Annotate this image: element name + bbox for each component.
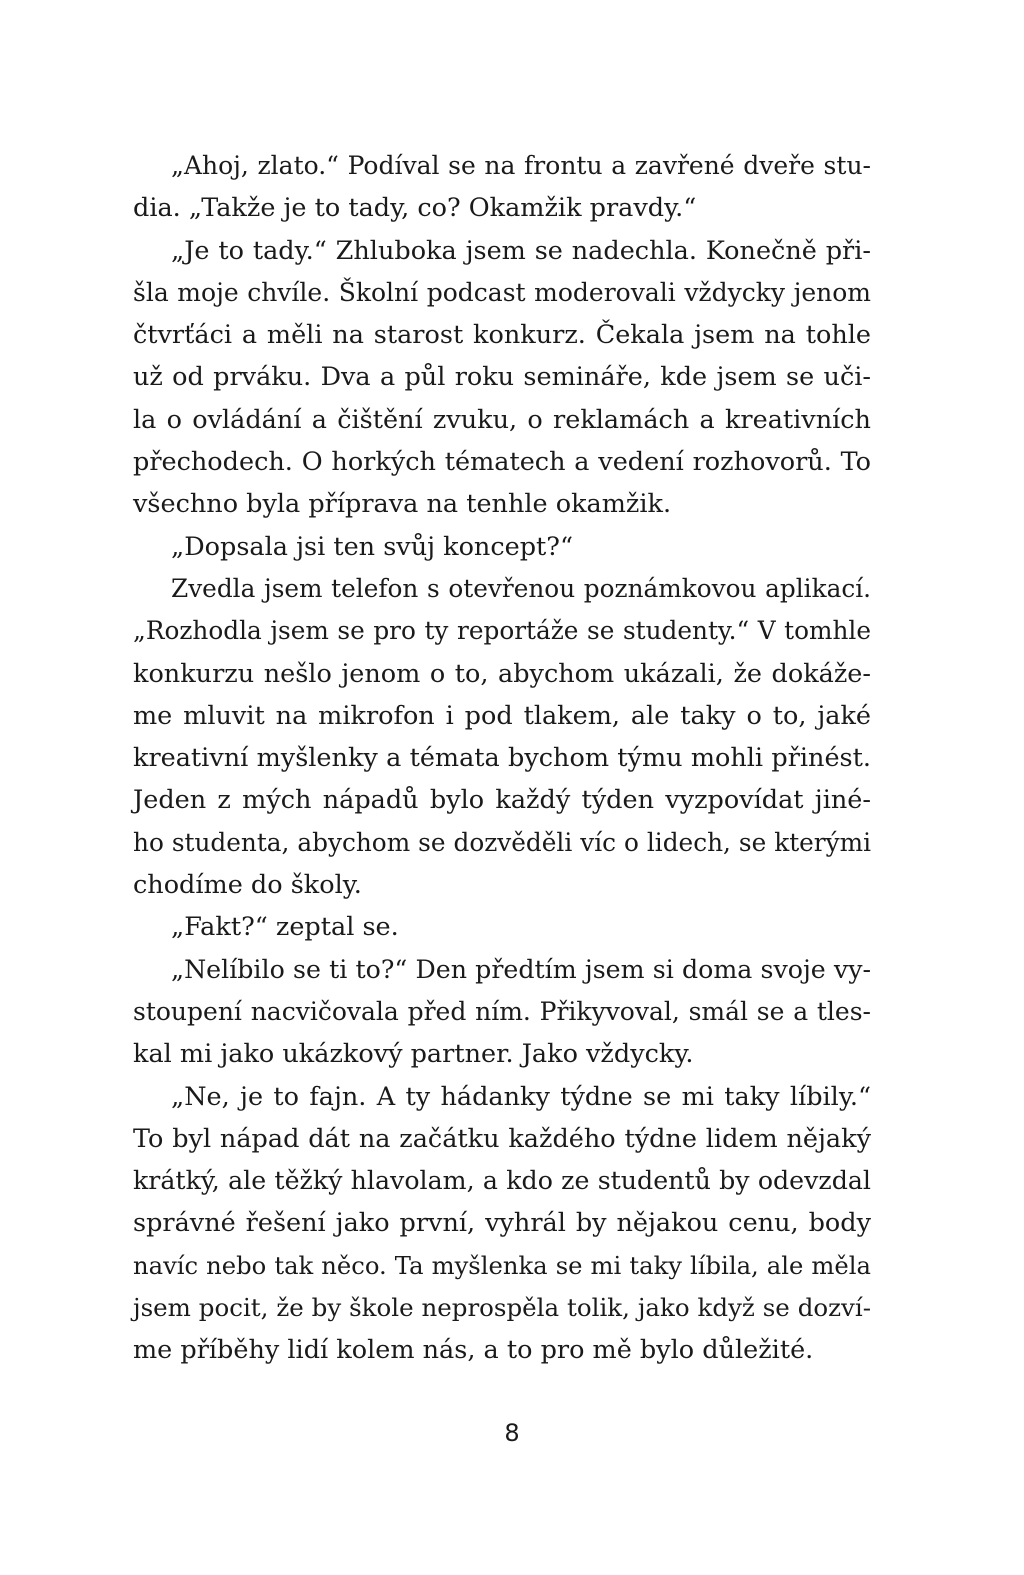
text-line-27: navíc nebo tak něco. Ta myšlenka se mi taky líbila, ale měla [133, 1250, 871, 1280]
text-line-8: přechodech. O horkých tématech a vedení rozhovorů. To [133, 447, 871, 478]
text-line-14: me mluvit na mikrofon i pod tlakem, ale taky o to, jaké [133, 700, 871, 731]
text-line-16: Jeden z mých nápadů bylo každý týden vyzpovídat jiné- [133, 785, 871, 816]
text-line-26: správné řešení jako první, vyhrál by nějakou cenu, body [133, 1208, 871, 1239]
text-line-3: „Je to tady.“ Zhluboka jsem se nadechla. Konečně při- [171, 235, 871, 266]
text-line-29: me příběhy lidí kolem nás, a to pro mě bylo důležité. [133, 1335, 814, 1366]
book-page-text [133, 145, 871, 1372]
text-line-19: „Fakt?“ zeptal se. [171, 912, 399, 943]
text-line-6: už od prváku. Dva a půl roku semináře, kde jsem se uči- [133, 362, 871, 393]
text-line-11: Zvedla jsem telefon s otevřenou poznámkovou aplikací. [171, 573, 871, 603]
text-line-28: jsem pocit, že by škole neprospěla tolik, jako když se dozví- [133, 1293, 871, 1323]
text-line-23: „Ne, je to fajn. A ty hádanky týdne se mi taky líbily.“ [171, 1081, 871, 1112]
text-line-12: „Rozhodla jsem se pro ty reportáže se studenty.“ V tomhle [133, 616, 871, 646]
text-line-17: ho studenta, abychom se dozvěděli víc o lidech, se kterými [133, 827, 871, 857]
text-line-1: „Ahoj, zlato.“ Podíval se na frontu a zavřené dveře stu- [171, 151, 871, 180]
text-line-20: „Nelíbilo se ti to?“ Den předtím jsem si doma svoje vy- [171, 954, 871, 984]
text-line-25: krátký, ale těžký hlavolam, a kdo ze studentů by odevzdal [133, 1166, 871, 1196]
text-line-21: stoupení nacvičovala před ním. Přikyvoval, smál se a tles- [133, 996, 871, 1026]
text-line-4: šla moje chvíle. Školní podcast moderovali vždycky jenom [133, 277, 871, 307]
text-line-13: konkurzu nešlo jenom o to, abychom ukázali, že dokáže- [133, 658, 871, 689]
text-line-10: „Dopsala jsi ten svůj koncept?“ [171, 531, 574, 562]
text-line-2: dia. „Takže je to tady, co? Okamžik pravdy.“ [133, 193, 697, 224]
text-line-5: čtvrťáci a měli na starost konkurz. Čekala jsem na tohle [133, 320, 871, 351]
text-line-7: la o ovládání a čištění zvuku, o reklamách a kreativních [133, 404, 871, 435]
page-number: 8 [504, 1419, 520, 1447]
text-line-18: chodíme do školy. [133, 870, 362, 901]
text-line-15: kreativní myšlenky a témata bychom týmu mohli přinést. [133, 743, 871, 774]
text-line-9: všechno byla příprava na tenhle okamžik. [133, 489, 672, 520]
text-line-24: To byl nápad dát na začátku každého týdne lidem nějaký [133, 1123, 871, 1154]
text-line-22: kal mi jako ukázkový partner. Jako vždycky. [133, 1039, 694, 1070]
